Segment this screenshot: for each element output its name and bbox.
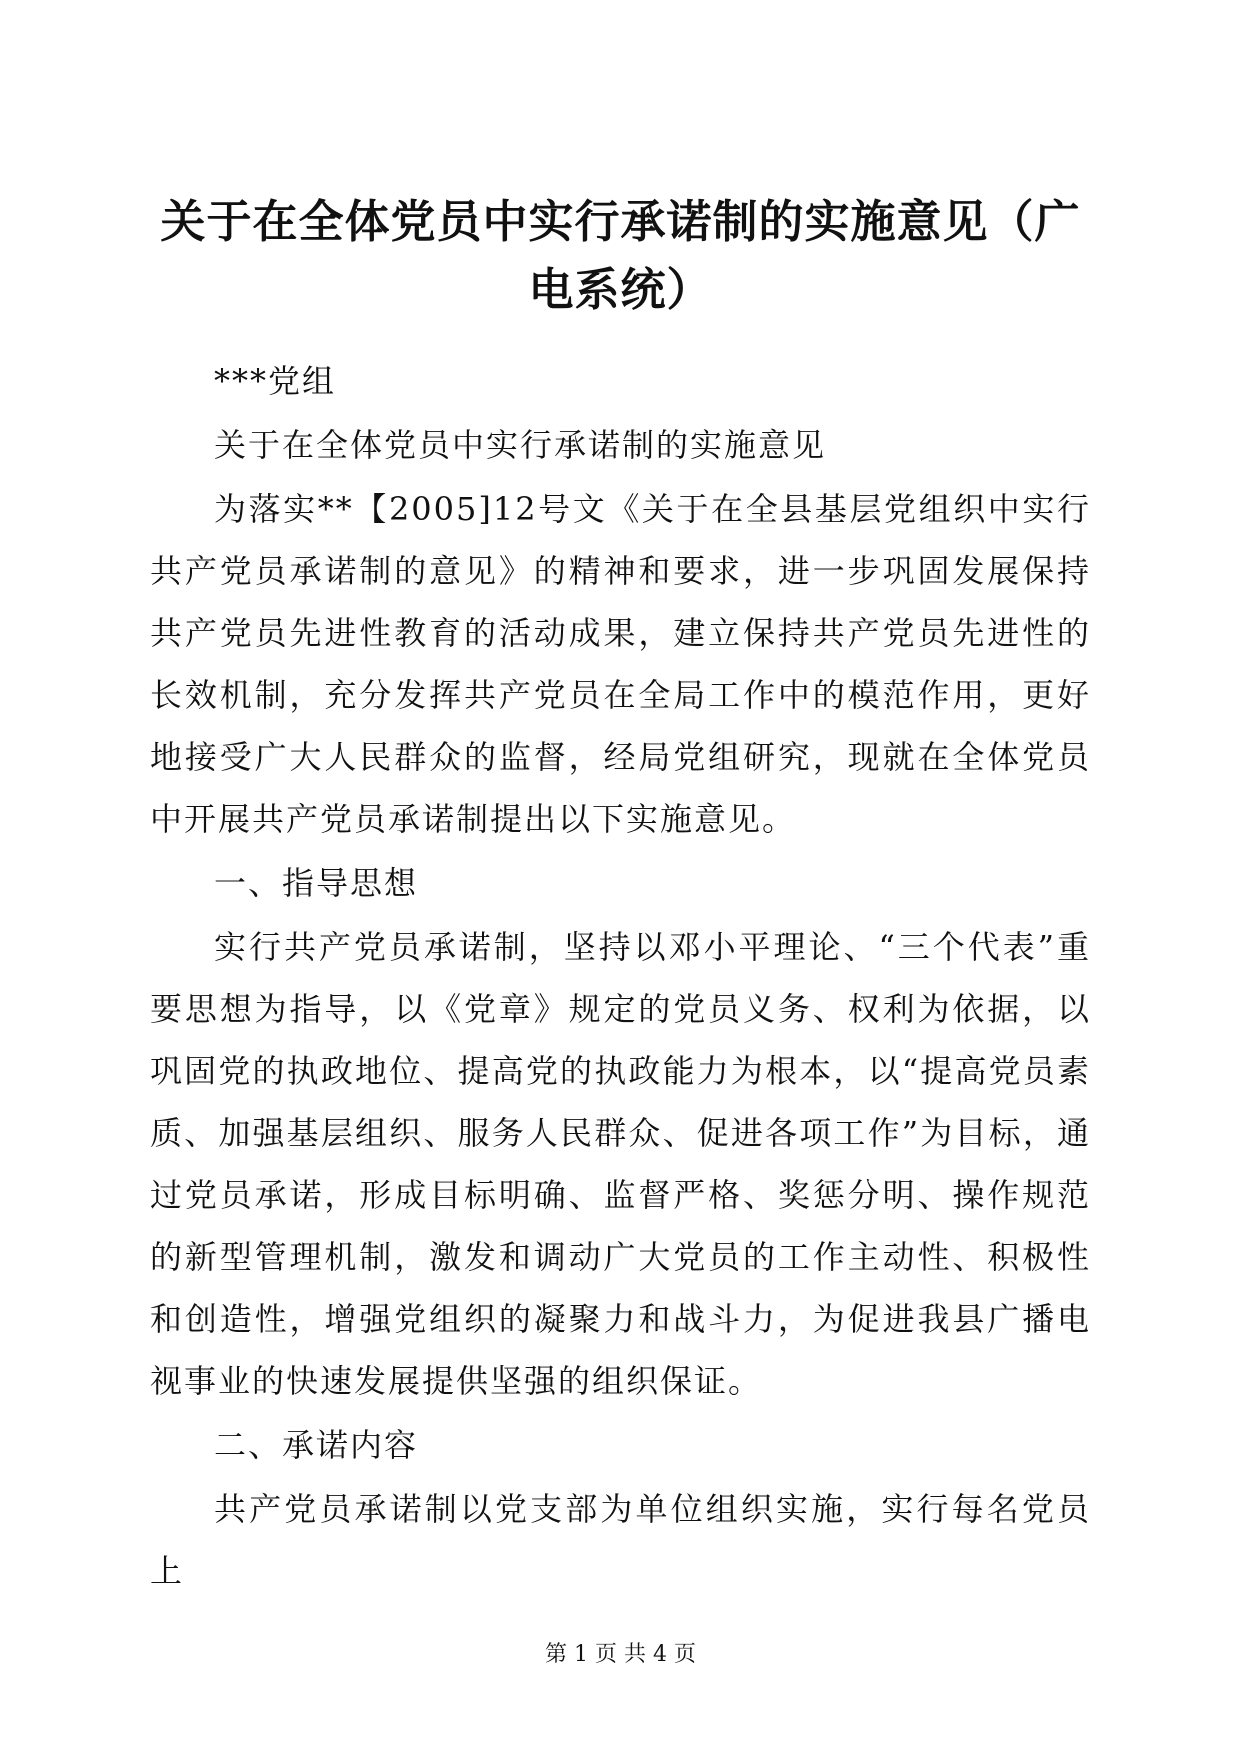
paragraph-issuer: ***党组 <box>214 362 337 400</box>
paragraph-intro: 为落实**【2005]12号文《关于在全县基层党组织中实行共产党员承诺制的意见》的精神和要求，进一步巩固发展保持共产党员先进性教育的活动成果，建立保持共产党员先进性的长效机制，充分发挥共产党员在全局工作中的模范作用，更好地接受广大人民群众的监督，经局党组研究，现就在全体党员中开展共产党员承诺制提出以下实施意见。 <box>150 490 1091 838</box>
document-body <box>150 350 1091 1604</box>
paragraph-commitment-content: 共产党员承诺制以党支部为单位组织实施，实行每名党员上 <box>150 1490 1091 1590</box>
document-title: 关于在全体党员中实行承诺制的实施意见（广电系统） <box>160 195 1081 316</box>
paragraph-subtitle: 关于在全体党员中实行承诺制的实施意见 <box>214 426 827 464</box>
paragraph-guiding-thought: 实行共产党员承诺制，坚持以邓小平理论、“三个代表”重要思想为指导，以《党章》规定的党员义务、权利为依据，以巩固党的执政地位、提高党的执政能力为根本，以“提高党员素质、加强基层组织、服务人民群众、促进各项工作”为目标，通过党员承诺，形成目标明确、监督严格、奖惩分明、操作规范的新型管理机制，激发和调动广大党员的工作主动性、积极性和创造性，增强党组织的凝聚力和战斗力，为促进我县广播电视事业的快速发展提供坚强的组织保证。 <box>150 928 1091 1400</box>
section-heading-1: 一、指导思想 <box>214 864 419 902</box>
section-heading-2: 二、承诺内容 <box>214 1426 419 1464</box>
page-footer: 第 1 页 共 4 页 <box>545 1642 696 1667</box>
